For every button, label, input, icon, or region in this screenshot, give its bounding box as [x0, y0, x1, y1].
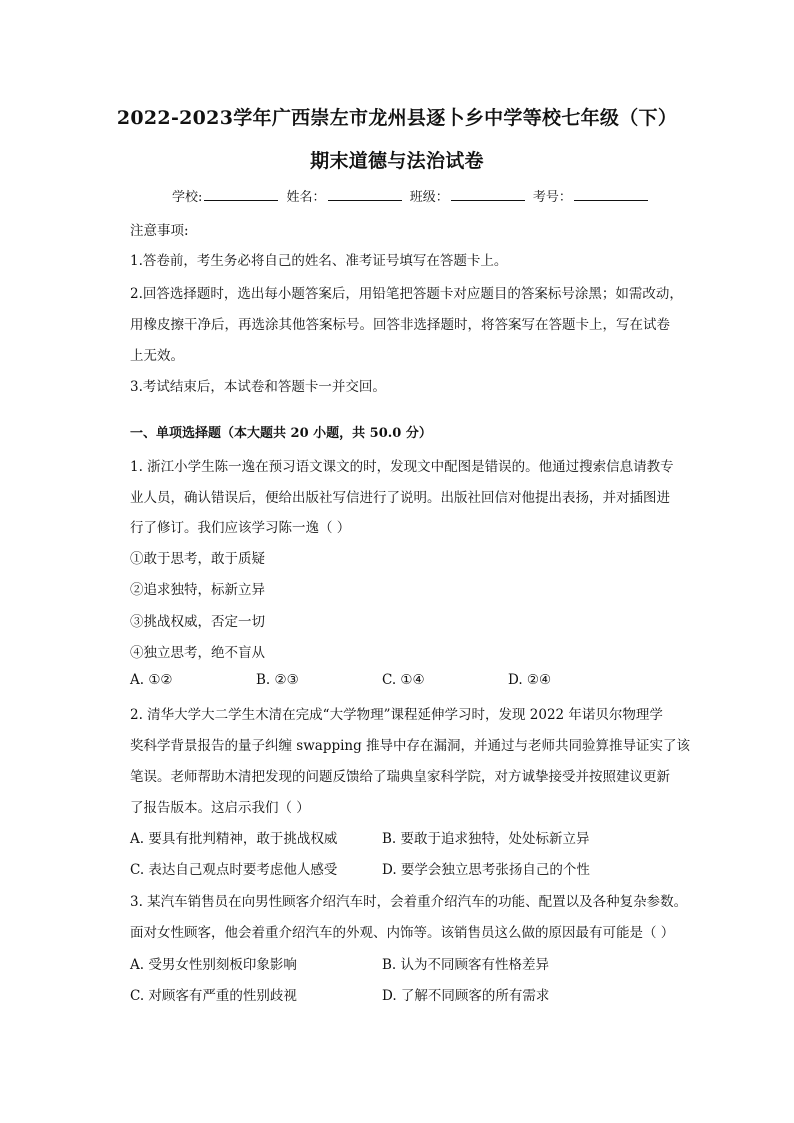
exam-title-line1: 2022-2023学年广西崇左市龙州县逐卜乡中学等校七年级（下）	[116, 107, 678, 129]
question-2-text: 奖科学背景报告的量子纠缠 swapping 推导中存在漏洞，并通过与老师共同验算推导证实了该	[130, 738, 691, 754]
question-1-text: 1. 浙江小学生陈一逸在预习语文课文的时，发现文中配图是错误的。他通过搜索信息请教专	[130, 459, 674, 475]
question-2-option-a: A. 要具有批判精神，敢于挑战权威	[130, 831, 338, 847]
question-3-text: 3. 某汽车销售员在向男性顾客介绍汽车时，会着重介绍汽车的功能、配置以及各种复杂参数。	[130, 894, 688, 910]
name-blank	[328, 187, 402, 201]
question-1-option-d: D. ②④	[508, 672, 552, 688]
question-1-option-b: B. ②③	[256, 672, 299, 688]
question-2-text: 笔误。老师帮助木清把发现的问题反馈给了瑞典皇家科学院，对方诚挚接受并按照建议更新	[130, 769, 670, 785]
question-1-statement: ④独立思考，绝不盲从	[130, 645, 265, 661]
question-1-option-c: C. ①④	[382, 672, 425, 688]
question-3-option-b: B. 认为不同顾客有性格差异	[382, 957, 550, 973]
question-2-option-d: D. 要学会独立思考张扬自己的个性	[382, 862, 590, 878]
exam-no-blank	[574, 187, 648, 201]
question-1-text: 业人员，确认错误后，便给出版社写信进行了说明。出版社回信对他提出表扬，并对插图进	[130, 490, 670, 506]
exam-no-label: 考号：	[532, 190, 572, 205]
class-label: 班级：	[409, 190, 449, 205]
question-3-option-a: A. 受男女性别刻板印象影响	[130, 957, 297, 973]
question-2-option-c: C. 表达自己观点时要考虑他人感受	[130, 862, 338, 878]
section-heading: 一、单项选择题（本大题共 20 小题，共 50.0 分）	[130, 426, 432, 441]
school-label: 学校:	[172, 190, 203, 205]
note-line: 2.回答选择题时，选出每小题答案后，用铅笔把答题卡对应题目的答案标号涂黑；如需改动，	[130, 286, 683, 302]
note-line: 1.答卷前，考生务必将自己的姓名、准考证号填写在答题卡上。	[130, 253, 508, 269]
question-1-statement: ③挑战权威，否定一切	[130, 614, 265, 630]
class-blank	[451, 187, 525, 201]
question-3-text: 面对女性顾客，他会着重介绍汽车的外观、内饰等。该销售员这么做的原因最有可能是（ ）	[130, 925, 675, 941]
note-line: 3.考试结束后，本试卷和答题卡一并交回。	[130, 379, 386, 395]
question-1-statement: ②追求独特，标新立异	[130, 582, 265, 598]
question-1-statement: ①敢于思考，敢于质疑	[130, 551, 265, 567]
question-2-text: 2. 清华大学大二学生木清在完成“大学物理”课程延伸学习时，发现 2022 年诺贝尔物理学	[130, 707, 663, 723]
question-2-option-b: B. 要敢于追求独特，处处标新立异	[382, 831, 590, 847]
question-2-text: 了报告版本。这启示我们（ ）	[130, 800, 310, 816]
question-3-option-d: D. 了解不同顾客的所有需求	[382, 988, 550, 1004]
school-blank	[204, 187, 278, 201]
question-3-option-c: C. 对顾客有严重的性别歧视	[130, 988, 297, 1004]
question-1-option-a: A. ①②	[130, 672, 173, 688]
notes-heading: 注意事项:	[130, 223, 189, 239]
note-line: 用橡皮擦干净后，再选涂其他答案标号。回答非选择题时，将答案写在答题卡上，写在试卷	[130, 317, 670, 333]
student-info-row	[172, 186, 652, 205]
question-1-text: 行了修订。我们应该学习陈一逸（ ）	[130, 520, 351, 536]
exam-title-line2: 期末道德与法治试卷	[310, 150, 484, 172]
note-line: 上无效。	[130, 348, 184, 364]
name-label: 姓名：	[286, 190, 326, 205]
